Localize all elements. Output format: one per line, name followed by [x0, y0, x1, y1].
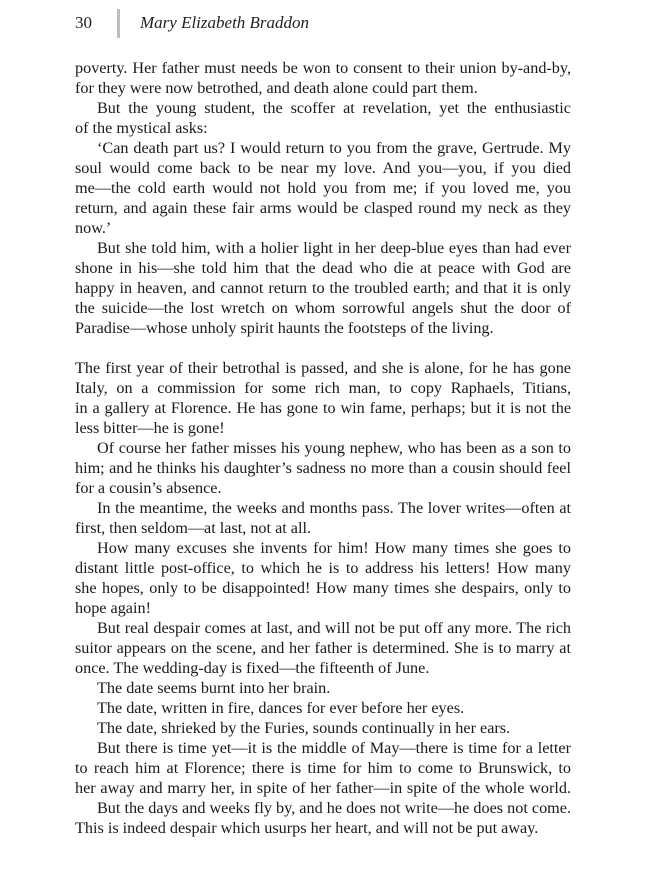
text-line: to reach him at Florence; there is time for him to come to Brunswick, to: [75, 759, 571, 777]
text-line: The date, written in fire, dances for ever before her eyes.: [97, 699, 465, 717]
text-line: her away and marry her, in spite of her father—in spite of the whole world.: [75, 779, 571, 797]
text-line: the suicide—the lost wretch on whom sorrowful angels shut the door of: [75, 299, 571, 317]
text-line: Of course her father misses his young nephew, who has been as a son to: [97, 439, 571, 457]
text-line: The first year of their betrothal is passed, and she is alone, for he has gone: [75, 359, 571, 377]
text-line: soul would come back to be near my love. And you—you, if you died: [75, 159, 571, 177]
text-line: return, and again these fair arms would be clasped round my neck as they: [75, 199, 571, 217]
page-number: 30: [75, 13, 92, 32]
text-line: me—the cold earth would not hold you from me; if you loved me, you: [75, 179, 571, 197]
text-line: But she told him, with a holier light in her deep-blue eyes than had ever: [97, 239, 571, 257]
text-line: hope again!: [75, 599, 151, 617]
text-line: But there is time yet—it is the middle of May—there is time for a letter: [97, 739, 571, 757]
page-header: [0, 0, 650, 50]
section-break: [75, 338, 571, 358]
text-line: shone in his—she told him that the dead who die at peace with God are: [75, 259, 571, 277]
text-line: once. The wedding-day is fixed—the fifteenth of June.: [75, 659, 430, 677]
text-line: happy in heaven, and cannot return to the troubled earth; and that it is only: [75, 279, 571, 297]
text-line: ‘Can death part us? I would return to you from the grave, Gertrude. My: [97, 139, 571, 157]
text-line: first, then seldom—at last, not at all.: [75, 519, 312, 537]
body-text: [75, 58, 571, 838]
text-line: in a gallery at Florence. He has gone to win fame, perhaps; but it is not the: [75, 399, 571, 417]
header-divider: [117, 9, 120, 38]
running-head-author: Mary Elizabeth Braddon: [140, 13, 310, 32]
text-line: This is indeed despair which usurps her heart, and will not be put away.: [75, 819, 539, 837]
text-line: distant little post-office, to which he is to address his letters! How many: [75, 559, 571, 577]
text-line: Paradise—whose unholy spirit haunts the footsteps of the living.: [75, 319, 494, 337]
text-line: now.’: [75, 219, 112, 237]
text-line: But the young student, the scoffer at revelation, yet the enthusiastic: [97, 99, 571, 117]
text-line: How many excuses she invents for him! How many times she goes to: [97, 539, 571, 557]
text-line: The date, shrieked by the Furies, sounds continually in her ears.: [97, 719, 511, 737]
text-line: she hopes, only to be disappointed! How many times she despairs, only to: [75, 579, 571, 597]
text-line: of the mystical asks:: [75, 119, 208, 137]
text-line: In the meantime, the weeks and months pass. The lover writes—often at: [97, 499, 571, 517]
text-line: But the days and weeks fly by, and he does not write—he does not come.: [97, 799, 571, 817]
text-line: for they were now betrothed, and death alone could part them.: [75, 79, 478, 97]
text-line: But real despair comes at last, and will not be put off any more. The rich: [97, 619, 571, 637]
text-line: suitor appears on the scene, and her father is determined. She is to marry at: [75, 639, 571, 657]
text-line: for a cousin’s absence.: [75, 479, 222, 497]
text-line: The date seems burnt into her brain.: [97, 679, 331, 697]
text-line: him; and he thinks his daughter’s sadness no more than a cousin should feel: [75, 459, 571, 477]
text-line: less bitter—he is gone!: [75, 419, 225, 437]
text-line: poverty. Her father must needs be won to consent to their union by-and-by,: [75, 59, 571, 77]
text-line: Italy, on a commission for some rich man, to copy Raphaels, Titians,: [75, 379, 571, 397]
